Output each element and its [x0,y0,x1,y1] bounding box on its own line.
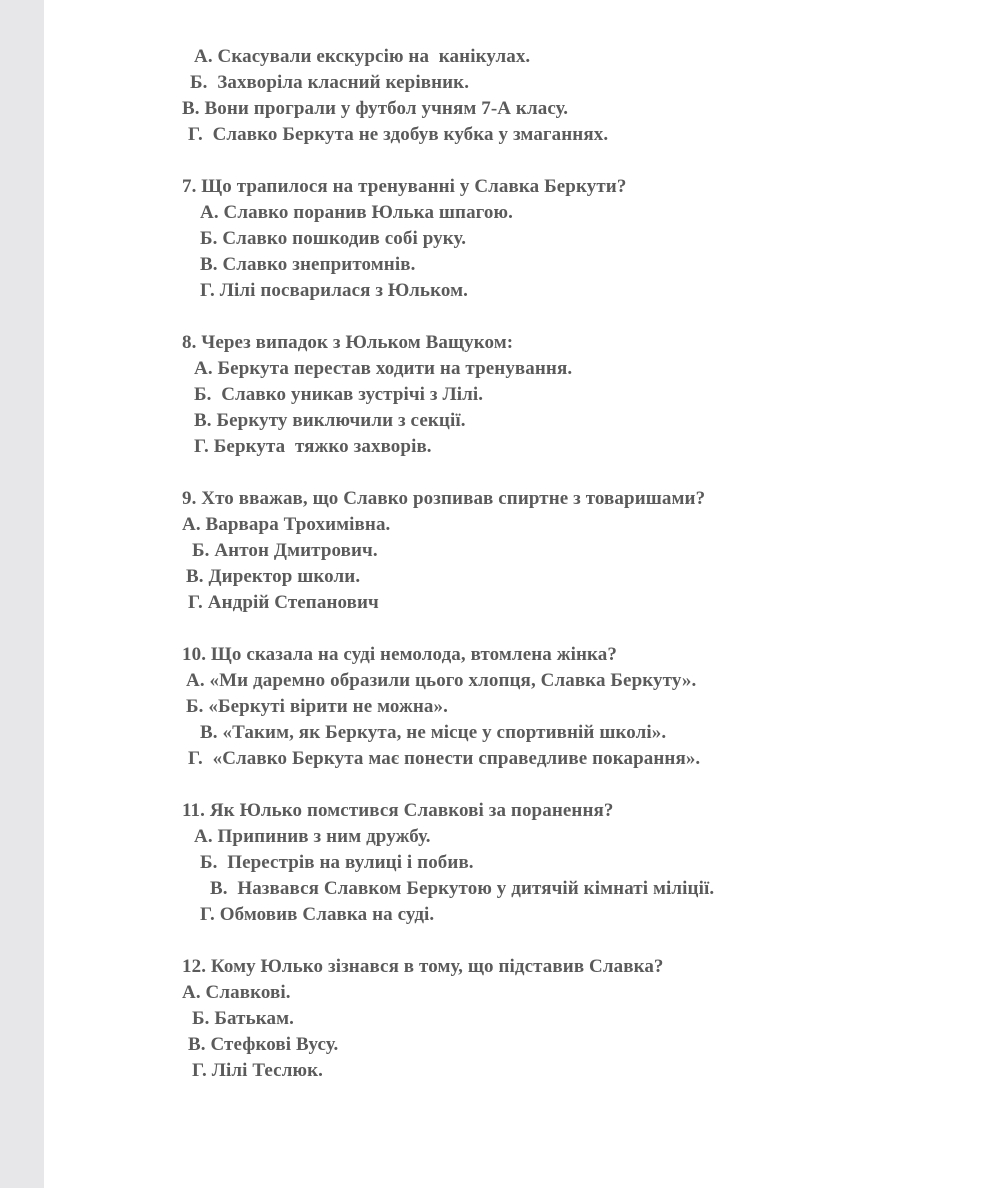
q12-option-c: В. Стефкові Вусу. [188,1034,339,1055]
q10-question: 10. Що сказала на суді немолода, втомлена жінка? [182,644,617,665]
q8-option-a: А. Беркута перестав ходити на тренування. [194,358,573,379]
q7-option-a: А. Славко поранив Юлька шпагою. [200,202,514,223]
q7-option-c: В. Славко знепритомнів. [200,254,416,275]
q8-option-c: В. Беркуту виключили з секції. [194,410,466,431]
q7-question: 7. Що трапилося на тренуванні у Славка Беркути? [182,176,627,197]
q11-option-d: Г. Обмовив Славка на суді. [200,904,435,925]
q12-option-b: Б. Батькам. [192,1008,294,1029]
q10-option-b: Б. «Беркуті вірити не можна». [186,696,448,717]
q8-option-b: Б. Славко уникав зустрічі з Лілі. [194,384,484,405]
q9-option-b: Б. Антон Дмитрович. [192,540,378,561]
q9-option-d: Г. Андрій Степанович [188,592,379,613]
q10-option-a: А. «Ми даремно образили цього хлопця, Славка Беркуту». [186,670,697,691]
q9-question: 9. Хто вважав, що Славко розпивав спиртне з товаришами? [182,488,706,509]
q10-option-d: Г. «Славко Беркута має понести справедливе покарання». [188,748,701,769]
q11-option-c: В. Назвався Славком Беркутою у дитячій кімнаті міліції. [210,878,715,899]
q10-option-c: В. «Таким, як Беркута, не місце у спортивній школі». [200,722,667,743]
q11-question: 11. Як Юлько помстився Славкові за поранення? [182,800,614,821]
document-page [44,0,1002,1188]
q8-question: 8. Через випадок з Юльком Ващуком: [182,332,514,353]
q12-option-d: Г. Лілі Теслюк. [192,1060,323,1081]
q9-option-a: А. Варвара Трохимівна. [182,514,391,535]
q8-option-d: Г. Беркута тяжко захворів. [194,436,432,457]
q6-option-b: Б. Захворіла класний керівник. [190,72,470,93]
q6-option-a: А. Скасували екскурсію на канікулах. [194,46,531,67]
left-margin-strip [0,0,44,1188]
q12-option-a: А. Славкові. [182,982,291,1003]
q6-option-d: Г. Славко Беркута не здобув кубка у змаганнях. [188,124,609,145]
q11-option-a: А. Припинив з ним дружбу. [194,826,431,847]
q7-option-b: Б. Славко пошкодив собі руку. [200,228,467,249]
q9-option-c: В. Директор школи. [186,566,361,587]
q7-option-d: Г. Лілі посварилася з Юльком. [200,280,469,301]
q11-option-b: Б. Перестрів на вулиці і побив. [200,852,474,873]
q12-question: 12. Кому Юлько зізнався в тому, що підставив Славка? [182,956,664,977]
q6-option-c: В. Вони програли у футбол учням 7-А класу. [182,98,569,119]
